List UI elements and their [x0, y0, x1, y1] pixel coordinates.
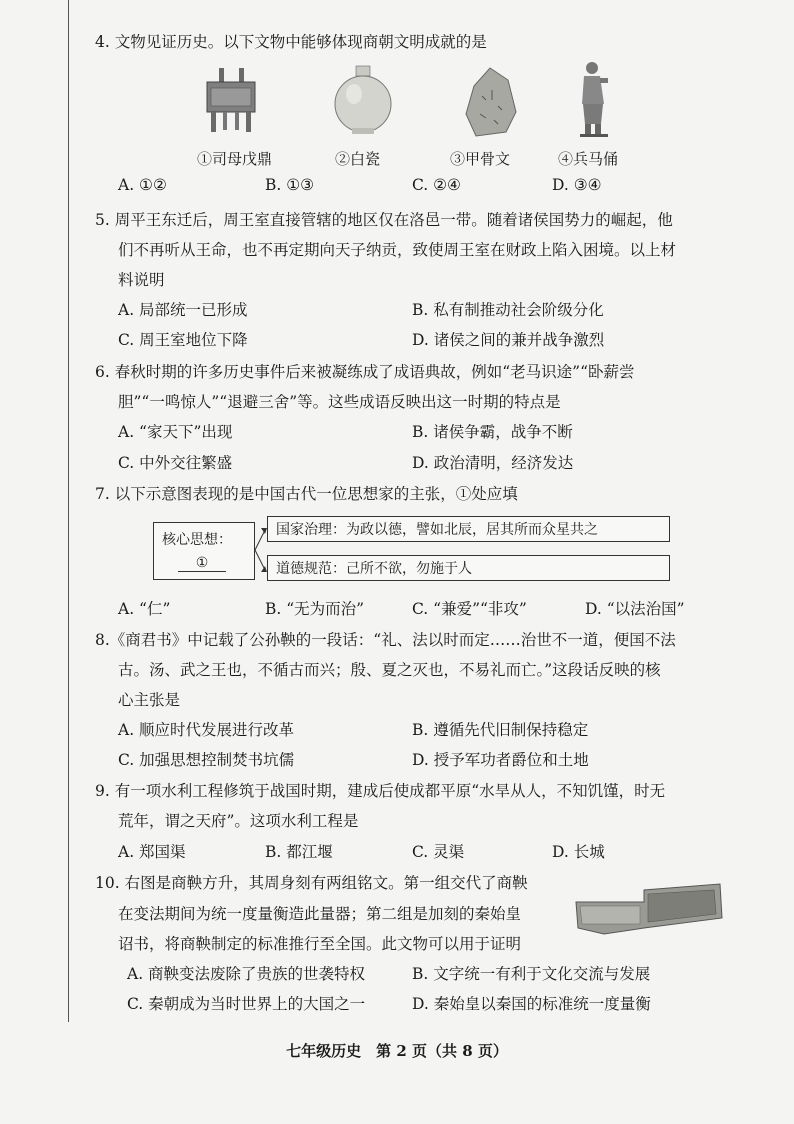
page-footer: 七年级历史 第 2 页（共 8 页）	[286, 1042, 508, 1060]
q5-stem-line-1: 5. 周平王东迁后，周王室直接管辖的地区仅在洛邑一带。随着诸侯国势力的崛起，他	[95, 211, 673, 229]
q7-stem: 7. 以下示意图表现的是中国古代一位思想家的主张，①处应填	[95, 485, 518, 503]
q4-caption-1: ①司母戊鼎	[197, 150, 273, 168]
q7-governance-box: 国家治理：为政以德，譬如北辰，居其所而众星共之	[267, 516, 670, 542]
q6-option-b: B. 诸侯争霸，战争不断	[412, 423, 573, 441]
q6-option-d: D. 政治清明，经济发达	[412, 454, 574, 472]
q8-option-a: A. 顺应时代发展进行改革	[118, 721, 295, 739]
q9-stem-line-2: 荒年，谓之天府”。这项水利工程是	[118, 812, 359, 830]
q7-option-d: D. “以法治国”	[585, 600, 685, 618]
q4-caption-2: ②白瓷	[335, 150, 381, 168]
shang-yang-measure-image	[574, 878, 724, 948]
q6-stem-line-2: 胆”“一鸣惊人”“退避三舍”等。这些成语反映出这一时期的特点是	[118, 393, 561, 411]
ding-vessel-image	[203, 66, 259, 134]
q9-option-d: D. 长城	[552, 843, 605, 861]
q8-stem-line-2: 古。汤、武之王也，不循古而兴；殷、夏之灭也，不易礼而亡。”这段话反映的核	[118, 661, 661, 679]
q9-option-c: C. 灵渠	[412, 843, 465, 861]
q5-option-a: A. 局部统一已形成	[118, 301, 248, 319]
q7-core-thought-box	[153, 522, 255, 580]
q8-option-d: D. 授予军功者爵位和土地	[412, 751, 589, 769]
q10-stem-line-1: 10. 右图是商鞅方升，其周身刻有两组铭文。第一组交代了商鞅	[95, 874, 528, 892]
q6-option-c: C. 中外交往繁盛	[118, 454, 233, 472]
q4-caption-3: ③甲骨文	[450, 150, 511, 168]
oracle-bone-image	[462, 66, 518, 138]
q7-option-b: B. “无为而治”	[265, 600, 365, 618]
q10-option-b: B. 文字统一有利于文化交流与发展	[412, 965, 651, 983]
q4-option-c: C. ②④	[412, 176, 461, 194]
q9-option-b: B. 都江堰	[265, 843, 333, 861]
q5-option-b: B. 私有制推动社会阶级分化	[412, 301, 604, 319]
q7-morality-box: 道德规范：己所不欲，勿施于人	[267, 555, 670, 581]
q10-stem-line-3: 诏书，将商鞅制定的标准推行至全国。此文物可以用于证明	[118, 935, 522, 953]
q10-option-d: D. 秦始皇以秦国的标准统一度量衡	[412, 995, 651, 1013]
q8-stem-line-3: 心主张是	[118, 691, 181, 709]
q7-option-a: A. “仁”	[118, 600, 171, 618]
q4-caption-4: ④兵马俑	[558, 150, 619, 168]
q10-option-a: A. 商鞅变法废除了贵族的世袭特权	[127, 965, 366, 983]
q8-option-b: B. 遵循先代旧制保持稳定	[412, 721, 589, 739]
q4-option-a: A. ①②	[118, 176, 167, 194]
terracotta-warrior-image	[574, 60, 614, 138]
q7-core-label: 核心思想：	[162, 532, 232, 548]
q9-option-a: A. 郑国渠	[118, 843, 186, 861]
binding-margin-line	[68, 0, 69, 1022]
q8-option-c: C. 加强思想控制焚书坑儒	[118, 751, 295, 769]
q4-option-b: B. ①③	[265, 176, 315, 194]
q5-option-d: D. 诸侯之间的兼并战争激烈	[412, 331, 605, 349]
q5-stem-line-3: 料说明	[118, 271, 165, 289]
q8-stem-line-1: 8.《商君书》中记载了公孙鞅的一段话：“礼、法以时而定……治世不一道，便国不法	[95, 631, 676, 649]
q4-stem: 4. 文物见证历史。以下文物中能够体现商朝文明成就的是	[95, 33, 487, 51]
q5-option-c: C. 周王室地位下降	[118, 331, 248, 349]
q5-stem-line-2: 们不再听从王命，也不再定期向天子纳贡，致使周王室在财政上陷入困境。以上材	[118, 241, 677, 259]
q7-option-c: C. “兼爱”“非攻”	[412, 600, 527, 618]
q10-option-c: C. 秦朝成为当时世界上的大国之一	[127, 995, 366, 1013]
q6-option-a: A. “家天下”出现	[118, 423, 233, 441]
q9-stem-line-1: 9. 有一项水利工程修筑于战国时期，建成后使成都平原“水旱从人，不知饥馑，时无	[95, 782, 666, 800]
q4-option-d: D. ③④	[552, 176, 602, 194]
q10-stem-line-2: 在变法期间为统一度量衡造此量器；第二组是加刻的秦始皇	[118, 905, 522, 923]
q7-core-blank: ①	[178, 555, 226, 572]
q6-stem-line-1: 6. 春秋时期的许多历史事件后来被凝练成了成语典故，例如“老马识途”“卧薪尝	[95, 363, 635, 381]
white-porcelain-jar-image	[332, 64, 394, 136]
